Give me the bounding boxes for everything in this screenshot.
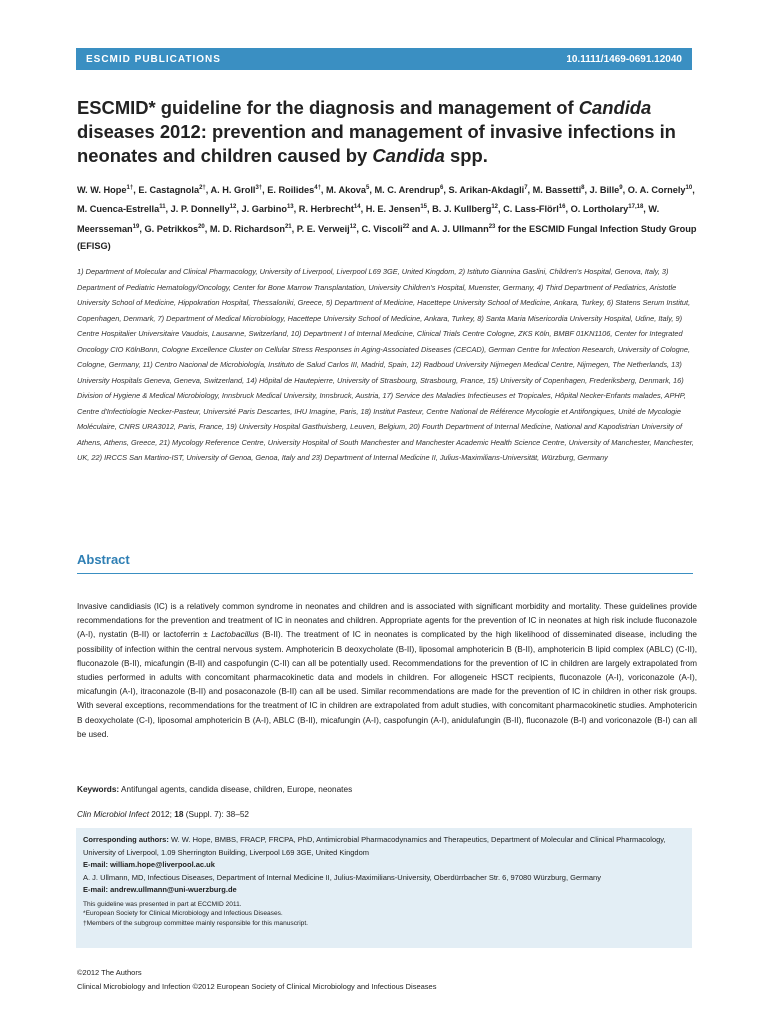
affiliations: 1) Department of Molecular and Clinical Pharmacology, University of Liverpool, Liverpool L69 3GE, United Kingdom, 2) Istituto Giannina Gaslini, Children's Hospital, Genova, Italy, 3) Department of Pediatric Hematology/Oncology, Center for Bone Marrow Transplantation, University Children's Hospital, Muenster, Germany, 4) Third Department of Pediatrics, Aristotle University School of Medicine, Hippokration Hospital, Thessaloniki, Greece, 5) Department of Medicine, Hacettepe University School of Medicine, Ankara, Turkey, 6) Statens Serum Institut, Copenhagen, Denmark, 7) Department of Medical Microbiology, Hacettepe University School of Medicine, Ankara, Turkey, 8) Santa Maria Misericordia University Hospital, Udine, Italy, 9) Centre Hospitalier Universitaire Vaudois, Lausanne, Switzerland, 10) Department I of Internal Medicine, Clinical Trials Centre Cologne, ZKS Köln, BMBF 01KN1106, Center for Integrated Oncology CIO KölnBonn, Cologne Excellence Cluster on Cellular Stress Responses in Aging-Associated Diseases (CECAD), German Centre for Infection Research, University of Cologne, Cologne, Germany, 11) Centro Nacional de Microbiología, Instituto de Salud Carlos III, Madrid, Spain, 12) Radboud University Nijmegen Medical Centre, Nijmegen, The Netherlands, 13) University Hospitals Geneva, Geneva, Switzerland, 14) Hôpital de Hautepierre, University of Strasbourg, Strasbourg, France, 15) University of Copenhagen, Frederiksberg, Denmark, 16) Division of Hygiene & Medical Microbiology, Innsbruck Medical University, Innsbruck, Austria, 17) Service des Maladies Infectieuses et Tropicales, Hôpital Necker-Enfants malades, APHP, Centre d'Infectiologie Necker-Pasteur, Université Paris Descartes, IHU Imagine, Paris, 18) Institut Pasteur, Centre National de Référence Mycologie et Antifongiques, Unité de Mycologie Moléculaire, CNRS URA3012, Paris, France, 19) University Hospital Gasthuisberg, Leuven, Belgium, 20) Fourth Department of Internal Medicine, National and Kapodistrian University of Athens, Athens, Greece, 21) Mycology Reference Centre, University Hospital of South Manchester and Manchester Academic Health Science Centre, University of Manchester, Manchester, UK, 22) IRCCS San Martino-IST, University of Genoa, Genoa, Italy and 23) Department of Internal Medicine II, Julius-Maximilians-Universität, Würzburg, Germany bbox=[77, 267, 694, 462]
author-name: M. Bassetti$^8$ bbox=[532, 185, 585, 196]
keywords: Keywords: Antifungal agents, candida disease, children, Europe, neonates bbox=[77, 785, 353, 794]
author-name: W. Meersseman$^{19}$ bbox=[77, 204, 660, 234]
author-affiliation-marker: 8 bbox=[581, 185, 585, 191]
author-affiliation-marker: 16 bbox=[558, 204, 566, 211]
author-name: E. Roilides$^{4\dagger}$ bbox=[267, 185, 321, 196]
author-affiliation-marker: 14 bbox=[353, 204, 361, 211]
author-affiliation-marker: 20 bbox=[198, 223, 205, 230]
author-name: A. J. Ullmann$^{23}$ bbox=[430, 223, 496, 234]
author-affiliation-marker: 7 bbox=[524, 185, 528, 191]
author-affiliation-marker: 4† bbox=[314, 185, 321, 191]
corresponding-author-2: A. J. Ullmann, MD, Infectious Diseases, Department of Internal Medicine II, Julius-Maximilians-University, Oberdürrbacher Str. 6, 97080 Würzburg, Germany bbox=[83, 872, 601, 882]
citation: Clin Microbiol Infect 2012; 18 (Suppl. 7): 38–52 bbox=[77, 810, 250, 819]
author-affiliation-marker: 5 bbox=[366, 185, 370, 191]
author-affiliation-marker: 3† bbox=[255, 185, 263, 191]
author-name: M. Akova$^5$ bbox=[326, 185, 370, 196]
author-name: O. A. Cornely$^{10}$ bbox=[627, 185, 693, 196]
corresponding-author-1: Corresponding authors: W. W. Hope, BMBS, FRACP, FRCPA, PhD, Antimicrobial Pharmacodynamics and Therapeutics, Department of Molecular and Clinical Pharmacology, University of Liverpool, 1.09 Sherrington Building, Liverpool L69 3GE, United Kingdom bbox=[83, 835, 666, 857]
abstract-divider bbox=[77, 573, 693, 574]
email-2[interactable]: E-mail: andrew.ullmann@uni-wuerzburg.de bbox=[83, 885, 237, 895]
author-affiliation-marker: 1† bbox=[126, 185, 134, 191]
author-affiliation-marker: 22 bbox=[402, 223, 410, 230]
author-name: S. Arikan-Akdagli$^7$ bbox=[448, 185, 528, 196]
study-group: for the ESCMID Fungal Infection Study Group (EFISG) bbox=[77, 223, 697, 251]
author-name: B. J. Kullberg$^{12}$ bbox=[432, 204, 499, 215]
correspondence-box bbox=[76, 828, 692, 948]
abstract-heading: Abstract bbox=[77, 552, 130, 567]
footnotes: This guideline was presented in part at ECCMID 2011. *European Society for Clinical Microbiology and Infectious Diseases. †Members of the subgroup committee mainly responsible for this manuscript. bbox=[83, 900, 309, 927]
author-affiliation-marker: 15 bbox=[420, 204, 428, 211]
author-name: H. E. Jensen$^{15}$ bbox=[365, 204, 428, 215]
section-label: ESCMID PUBLICATIONS bbox=[86, 53, 221, 65]
author-affiliation-marker: 10 bbox=[685, 185, 693, 191]
author-name: E. Castagnola$^{2\dagger}$ bbox=[138, 185, 206, 196]
author-affiliation-marker: 21 bbox=[284, 223, 292, 230]
author-name: A. H. Groll$^{3\dagger}$ bbox=[210, 185, 263, 196]
journal-header-bar bbox=[76, 48, 692, 70]
author-affiliation-marker: 23 bbox=[488, 223, 496, 230]
article-title: ESCMID* guideline for the diagnosis and management of Candida diseases 2012: prevention and management of invasive infections in neonates and children caused by Candida spp. bbox=[77, 97, 676, 166]
email-1[interactable]: E-mail: william.hope@liverpool.ac.uk bbox=[83, 860, 215, 870]
author-name: C. Viscoli$^{22}$ bbox=[361, 223, 410, 234]
author-affiliation-marker: 9 bbox=[619, 185, 623, 191]
author-name: R. Herbrecht$^{14}$ bbox=[298, 204, 361, 215]
author-affiliation-marker: 19 bbox=[132, 223, 140, 230]
abstract-text: Invasive candidiasis (IC) is a relatively common syndrome in neonates and children and is associated with significant morbidity and mortality. These guidelines provide recommendations for the prevention and treatment of IC in neonates and children. Appropriate agents for the prevention of IC in neonates at high risk include fluconazole (A-I), nystatin (B-II) or lactoferrin ± Lactobacillus (B-II). The treatment of IC in neonates is complicated by the high likelihood of disseminated disease, including the possibility of infection within the central nervous system. Amphotericin B deoxycholate (B-II), liposomal amphotericin B (B-II), amphotericin B lipid complex (ABLC) (C-II), fluconazole (B-II), micafungin (B-II) and caspofungin (C-II) can all be potentially used. Recommendations for the prevention of IC in children are largely extrapolated from studies performed in adults with concomitant pharmacokinetic data and models in children. For allogeneic HSCT recipients, fluconazole (A-I), voriconazole (A-I), micafungin (A-I), itraconazole (B-II) and posaconazole (B-II) can all be used. Similar recommendations are made for the prevention of IC in children in other risk groups. With several exceptions, recommendations for the treatment of IC in children are extrapolated from adult studies, with concomitant pharmacokinetic studies. Amphotericin B deoxycholate (C-I), liposomal amphotericin B (A-I), ABLC (B-II), micafungin (A-I), caspofungin (A-I), anidulafungin (B-II), fluconazole (B-I) and voriconazole (B-I) can all be used. bbox=[77, 602, 697, 739]
author-affiliation-marker: 11 bbox=[159, 204, 166, 211]
author-name: J. P. Donnelly$^{12}$ bbox=[170, 204, 237, 215]
author-affiliation-marker: 12 bbox=[349, 223, 357, 230]
authors-and: and bbox=[409, 223, 431, 234]
author-affiliation-marker: 2† bbox=[199, 185, 206, 191]
author-name: J. Bille$^9$ bbox=[589, 185, 623, 196]
author-name: C. Lass-Flörl$^{16}$ bbox=[503, 204, 566, 215]
copyright-footer: ©2012 The Authors Clinical Microbiology and Infection ©2012 European Society of Clinical Microbiology and Infectious Diseases bbox=[77, 968, 437, 991]
author-name: M. Cuenca-Estrella$^{11}$ bbox=[77, 204, 166, 215]
author-list: W. W. Hope$^{1\dagger}$, E. Castagnola$^{2\dagger}$, A. H. Groll$^{3\dagger}$, E. Roilides$^{4\dagger}$, M. Akova$^5$, M. C. Arendrup$^6$, S. Arikan-Akdagli$^7$, M. Bassetti$^8$, J. Bille$^9$, O. A. Cornely$^{10}$, M. Cuenca-Estrella$^{11}$, J. P. Donnelly$^{12}$, J. Garbino$^{13}$, R. Herbrecht$^{14}$, H. E. Jensen$^{15}$, B. J. Kullberg$^{12}$, C. Lass-Flörl$^{16}$, O. Lortholary$^{17,18}$, W. Meersseman$^{19}$, G. Petrikkos$^{20}$, M. D. Richardson$^{21}$, P. E. Verweij$^{12}$, C. Viscoli$^{22}$ and A. J. Ullmann$^{23}$ for the ESCMID Fungal Infection Study Group (EFISG) bbox=[77, 185, 697, 251]
author-affiliation-marker: 12 bbox=[229, 204, 237, 211]
author-affiliation-marker: 13 bbox=[286, 204, 294, 211]
author-affiliation-marker: 6 bbox=[440, 185, 444, 191]
author-affiliation-marker: 12 bbox=[491, 204, 499, 211]
author-name: P. E. Verweij$^{12}$ bbox=[296, 223, 357, 234]
author-name: M. C. Arendrup$^6$ bbox=[374, 185, 444, 196]
doi-link[interactable]: 10.1111/1469-0691.12040 bbox=[566, 53, 682, 65]
author-name: J. Garbino$^{13}$ bbox=[241, 204, 294, 215]
author-name: G. Petrikkos$^{20}$ bbox=[144, 223, 205, 234]
author-affiliation-marker: 17,18 bbox=[628, 204, 644, 211]
author-name: W. W. Hope$^{1\dagger}$ bbox=[77, 185, 134, 196]
author-name: O. Lortholary$^{17,18}$ bbox=[570, 204, 644, 215]
author-name: M. D. Richardson$^{21}$ bbox=[209, 223, 292, 234]
